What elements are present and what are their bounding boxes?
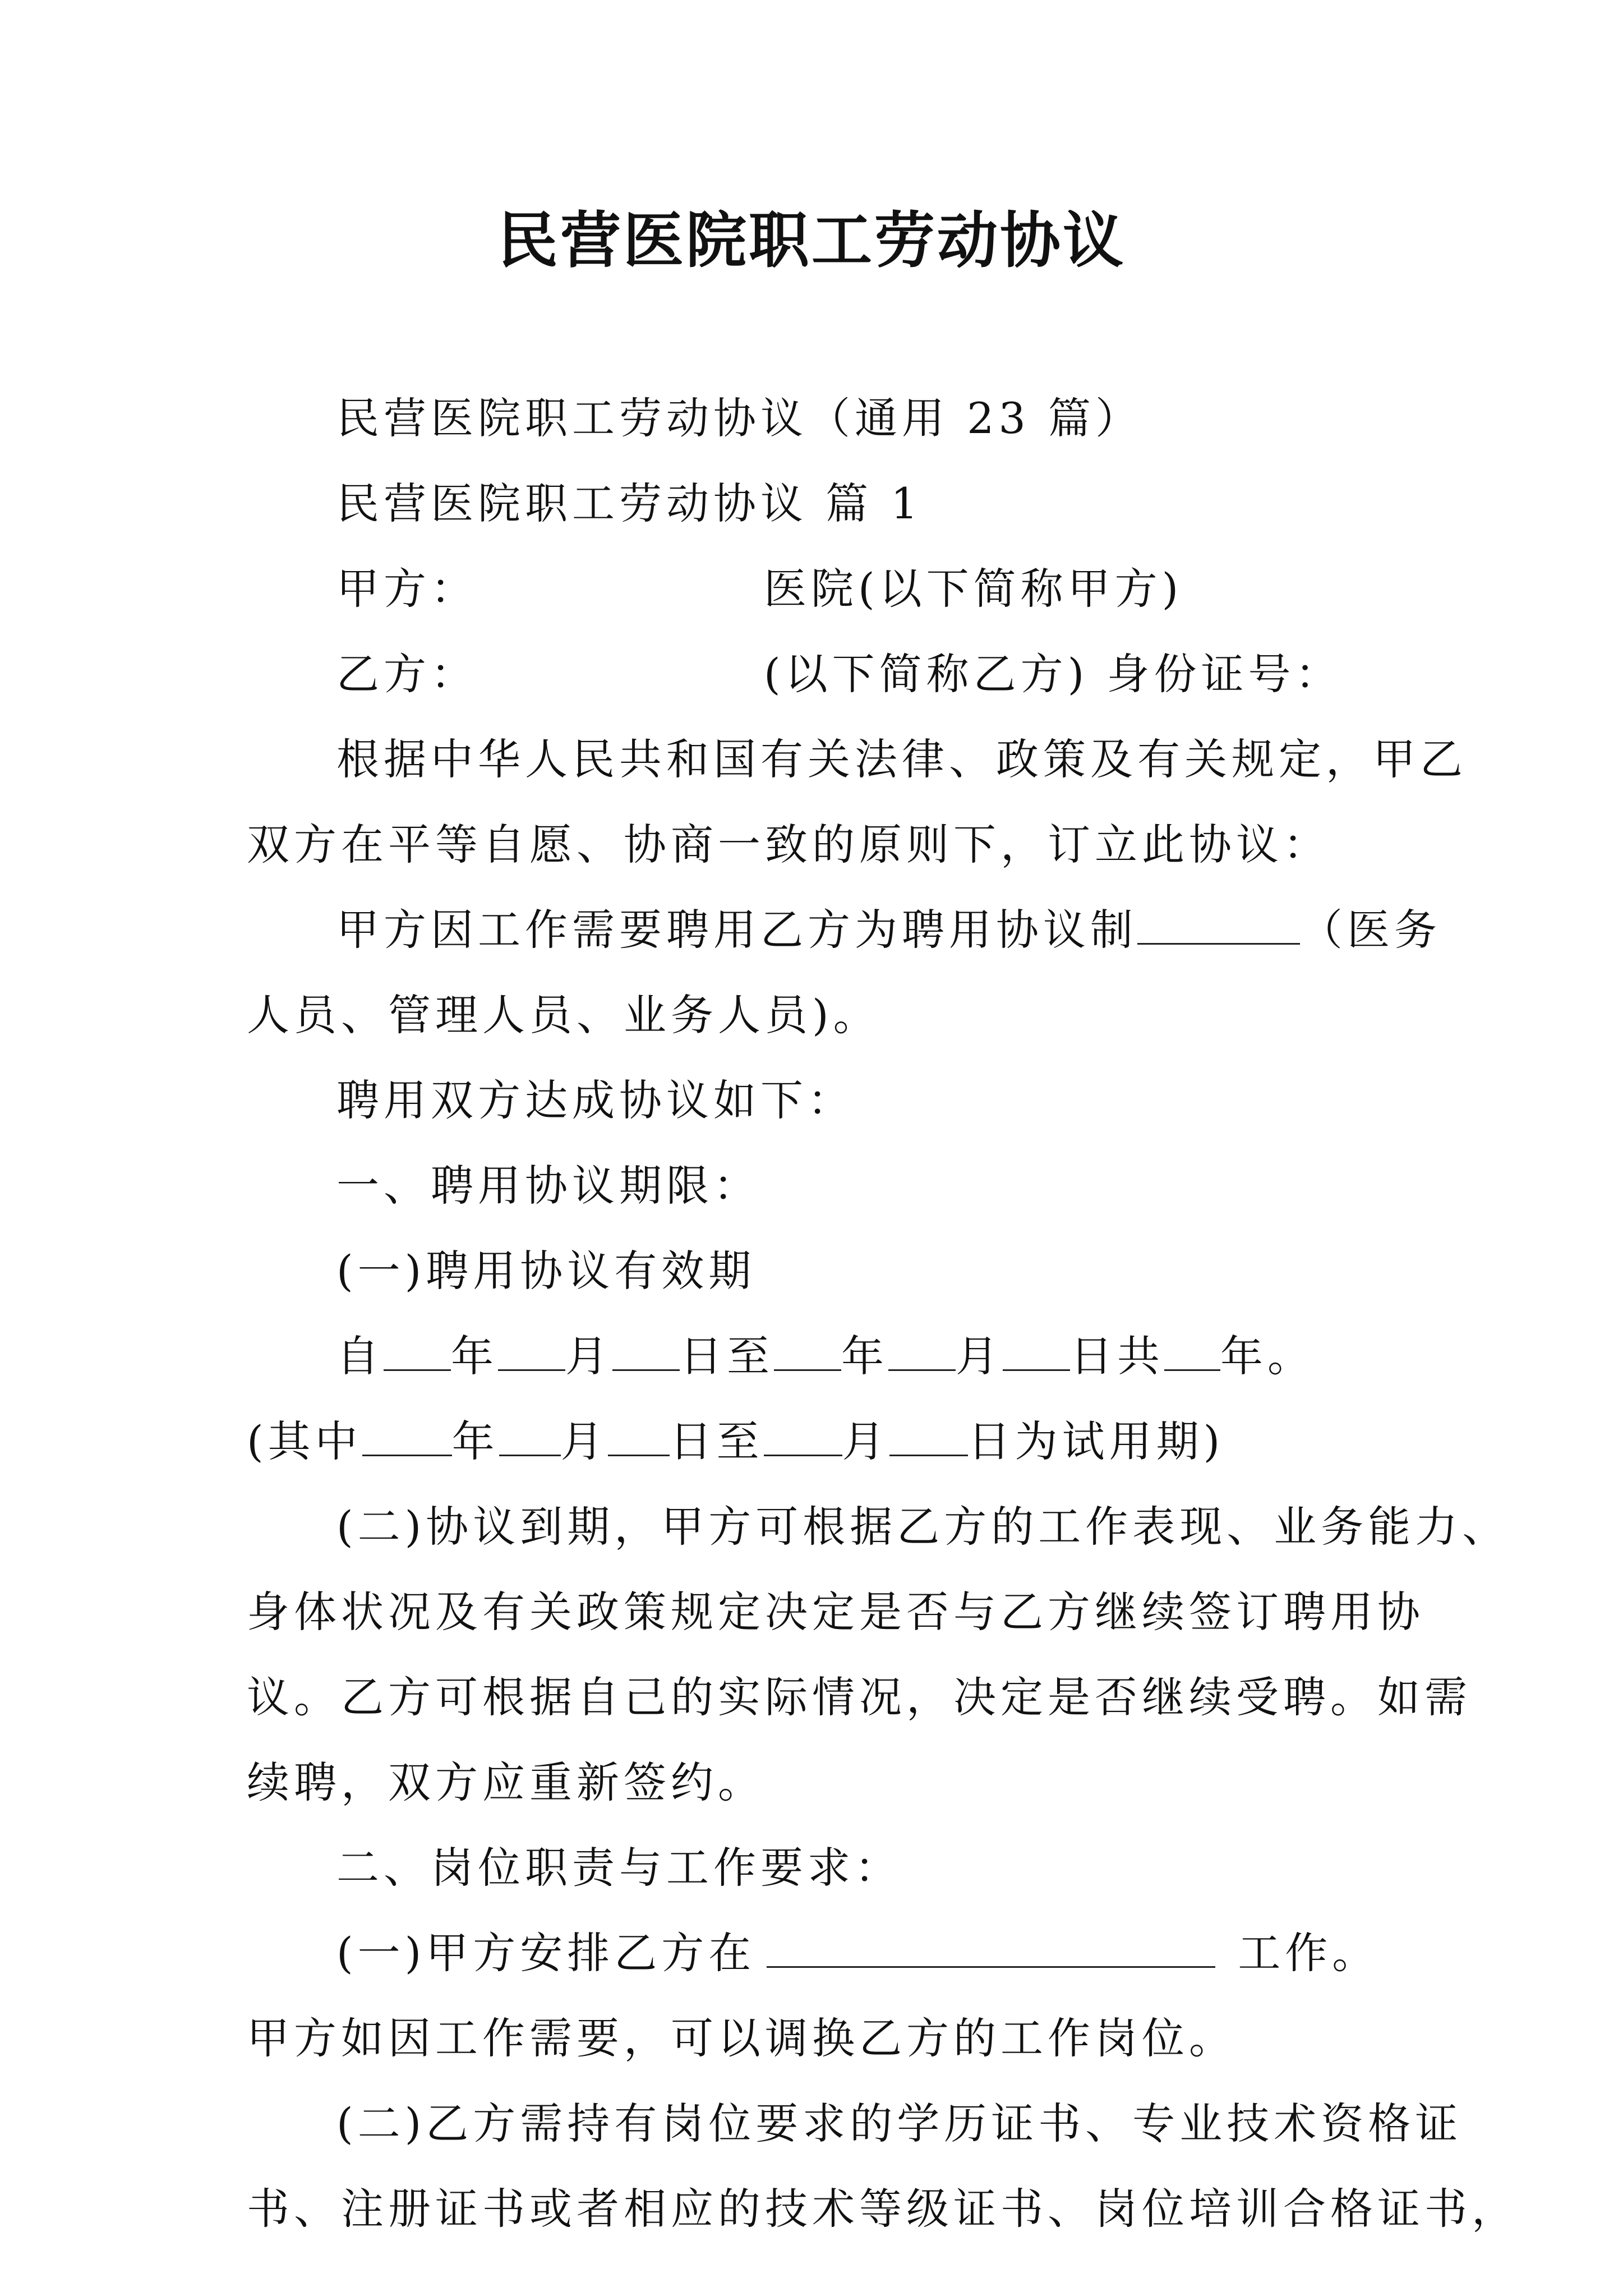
date-text: (其中 (247, 1416, 362, 1466)
party-a-desc: 医院(以下简称甲方) (764, 564, 1183, 614)
paragraph-line: 甲方如因工作需要，可以调换乙方的工作岗位。 (247, 2013, 1236, 2063)
position-type-blank (1137, 904, 1300, 945)
date-blank (1164, 1330, 1220, 1371)
date-blank (1003, 1330, 1070, 1371)
subsection-heading: (一)聘用协议有效期 (336, 1246, 756, 1296)
paragraph-text: (一)甲方安排乙方在 (336, 1928, 756, 1978)
date-blank (888, 1330, 956, 1371)
date-text: 日为试用期) (967, 1416, 1225, 1466)
paragraph-line: 聘用双方达成协议如下： (336, 1075, 855, 1125)
paragraph-line: 根据中华人民共和国有关法律、政策及有关规定，甲乙 (336, 734, 1467, 784)
paragraph-line: 议。乙方可根据自己的实际情况，决定是否继续受聘。如需 (247, 1672, 1472, 1722)
date-text: 月 (842, 1416, 889, 1466)
paragraph-line: 书、注册证书或者相应的技术等级证书、岗位培训合格证书， (247, 2184, 1519, 2234)
date-text: 年 (451, 1416, 499, 1466)
date-text: 年 (841, 1331, 888, 1381)
work-assignment-line (247, 1911, 1391, 1996)
work-location-blank (767, 1927, 1215, 1968)
document-body (247, 376, 1519, 2252)
date-blank (499, 1415, 561, 1456)
date-range-line (247, 1314, 1391, 1399)
paragraph-section-title: 民营医院职工劳动协议 篇 1 (336, 478, 923, 528)
paragraph-text: （医务 (1300, 905, 1441, 955)
date-blank (774, 1330, 841, 1371)
date-text: 年。 (1220, 1331, 1315, 1381)
section-heading: 一、聘用协议期限： (336, 1161, 760, 1211)
paragraph-line: 双方在平等自愿、协商一致的原则下，订立此协议： (247, 820, 1330, 869)
paragraph-line: 人员、管理人员、业务人员)。 (247, 990, 880, 1040)
paragraph-line: (二)协议到期，甲方可根据乙方的工作表现、业务能力、 (336, 1502, 1510, 1552)
paragraph-line: (二)乙方需持有岗位要求的学历证书、专业技术资格证 (336, 2099, 1463, 2148)
date-text: 日至 (669, 1416, 764, 1466)
paragraph-text: 甲方因工作需要聘用乙方为聘用协议制 (336, 905, 1137, 955)
date-blank (498, 1330, 565, 1371)
trial-period-line (247, 1399, 1391, 1484)
party-a-line (247, 546, 1391, 632)
document-title: 民营医院职工劳动协议 (497, 206, 1126, 276)
party-b-desc: (以下简称乙方) 身份证号： (764, 649, 1343, 699)
paragraph-text: 工作。 (1238, 1928, 1380, 1978)
paragraph-subtitle: 民营医院职工劳动协议（通用 23 篇） (336, 393, 1143, 443)
paragraph-line: 身体状况及有关政策规定决定是否与乙方继续签订聘用协 (247, 1587, 1424, 1637)
date-text: 日共 (1070, 1331, 1164, 1381)
section-heading: 二、岗位职责与工作要求： (336, 1843, 902, 1893)
paragraph-line: 续聘，双方应重新签约。 (247, 1757, 765, 1807)
date-text: 月 (565, 1331, 612, 1381)
date-blank (612, 1330, 680, 1371)
position-type-line (247, 887, 1441, 973)
date-blank (362, 1415, 452, 1456)
date-text: 日至 (680, 1331, 774, 1381)
date-blank (889, 1415, 968, 1456)
party-b-line (247, 632, 1391, 717)
date-text: 年 (451, 1331, 498, 1381)
party-b-label: 乙方： (336, 649, 478, 699)
date-text: 月 (956, 1331, 1003, 1381)
date-text: 自 (336, 1331, 384, 1381)
date-blank (764, 1415, 842, 1456)
date-blank (384, 1330, 451, 1371)
date-text: 月 (560, 1416, 608, 1466)
date-blank (608, 1415, 670, 1456)
party-a-label: 甲方： (336, 564, 478, 614)
